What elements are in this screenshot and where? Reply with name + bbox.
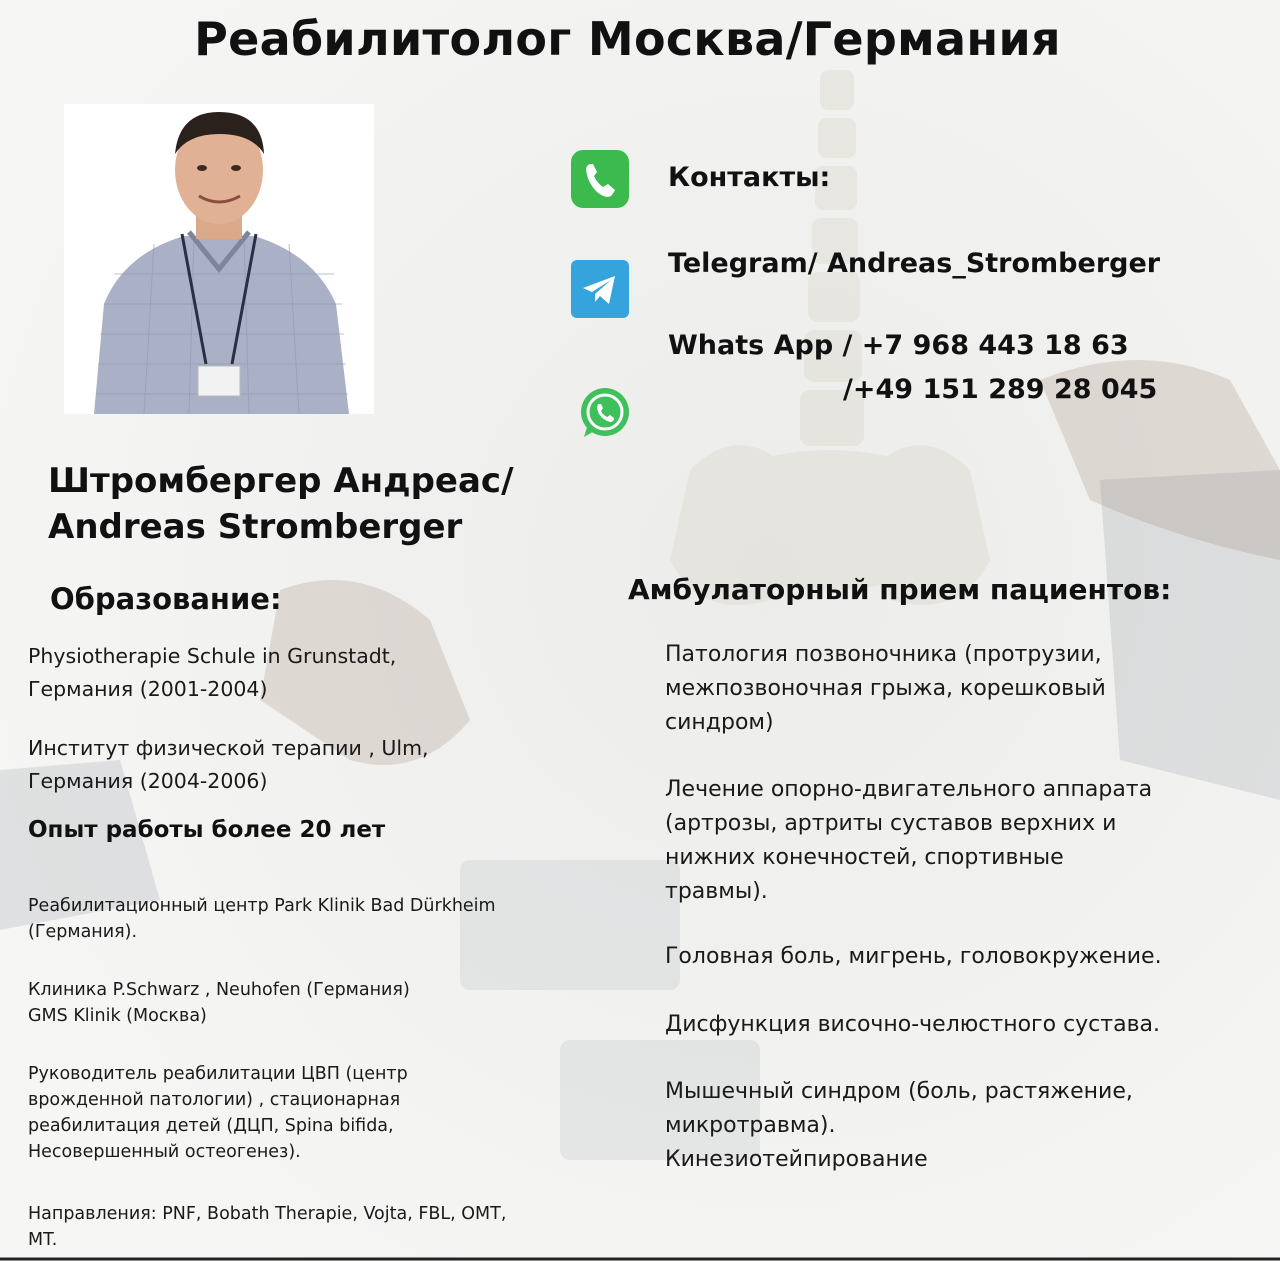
- ambulatory-line: Кинезиотейпирование: [665, 1147, 928, 1172]
- ambulatory-line: (артрозы, артриты суставов верхних и: [665, 811, 1117, 836]
- ambulatory-paragraph: [665, 1008, 1160, 1042]
- ambulatory-heading: Амбулаторный прием пациентов:: [628, 573, 1172, 606]
- ambulatory-line: нижних конечностей, спортивные: [665, 845, 1064, 870]
- education-item: [28, 640, 396, 706]
- ambulatory-paragraph: [665, 638, 1106, 740]
- experience-line: Руководитель реабилитации ЦВП (центр: [28, 1064, 408, 1084]
- experience-paragraph: [28, 977, 410, 1029]
- ambulatory-line: Дисфункция височно-челюстного сустава.: [665, 1012, 1161, 1037]
- experience-line: Направления: PNF, Bobath Therapie, Vojta, FBL, OMT,: [28, 1204, 507, 1224]
- ambulatory-line: Лечение опорно-двигательного аппарата: [665, 777, 1153, 802]
- ambulatory-line: межпозвоночная грыжа, корешковый: [665, 676, 1106, 701]
- ambulatory-paragraph: [665, 940, 1162, 974]
- ambulatory-line: Патология позвоночника (протрузии,: [665, 642, 1102, 667]
- experience-line: (Германия).: [28, 922, 138, 942]
- experience-paragraph: [28, 1201, 506, 1253]
- education-line: Германия (2004-2006): [28, 769, 268, 793]
- experience-paragraph: [28, 893, 496, 945]
- experience-line: врожденной патологии) , стационарная: [28, 1090, 401, 1110]
- ambulatory-line: травмы).: [665, 879, 768, 904]
- ambulatory-line: синдром): [665, 710, 774, 735]
- experience-line: Реабилитационный центр Park Klinik Bad Dürkheim: [28, 896, 496, 916]
- telegram-contact[interactable]: Telegram/ Andreas_Stromberger: [668, 248, 1161, 279]
- name-russian: Штромбергер Андреас/: [48, 461, 514, 501]
- education-heading: Образование:: [50, 582, 282, 616]
- page-title: Реабилитолог Москва/Германия: [194, 12, 1061, 66]
- ambulatory-line: микротравма).: [665, 1113, 836, 1138]
- education-item: [28, 732, 429, 798]
- experience-paragraph: [28, 1061, 408, 1165]
- experience-heading: Опыт работы более 20 лет: [28, 817, 386, 843]
- contacts-title: Контакты:: [668, 162, 831, 193]
- telegram-icon[interactable]: [569, 258, 631, 320]
- education-line: Институт физической терапии , Ulm,: [28, 736, 429, 760]
- doctor-name: [48, 458, 514, 550]
- education-line: Германия (2001-2004): [28, 677, 268, 701]
- ambulatory-line: Головная боль, мигрень, головокружение.: [665, 944, 1162, 969]
- whatsapp-contact-russia[interactable]: Whats App / +7 968 443 18 63: [668, 330, 1129, 361]
- education-line: Physiotherapie Schule in Grunstadt,: [28, 644, 397, 668]
- ambulatory-line: Мышечный синдром (боль, растяжение,: [665, 1079, 1133, 1104]
- ambulatory-paragraph: [665, 1075, 1133, 1177]
- experience-line: Несовершенный остеогенез).: [28, 1142, 301, 1162]
- experience-line: Клиника P.Schwarz , Neuhofen (Германия): [28, 980, 410, 1000]
- whatsapp-icon[interactable]: [574, 382, 636, 444]
- whatsapp-contact-germany[interactable]: /+49 151 289 28 045: [843, 374, 1158, 405]
- phone-icon[interactable]: [569, 148, 631, 210]
- name-english: Andreas Stromberger: [48, 507, 463, 547]
- ambulatory-paragraph: [665, 773, 1152, 909]
- experience-line: MT.: [28, 1230, 58, 1250]
- experience-line: GMS Klinik (Москва): [28, 1006, 207, 1026]
- experience-line: реабилитация детей (ДЦП, Spina bifida,: [28, 1116, 394, 1136]
- profile-photo: [64, 104, 374, 414]
